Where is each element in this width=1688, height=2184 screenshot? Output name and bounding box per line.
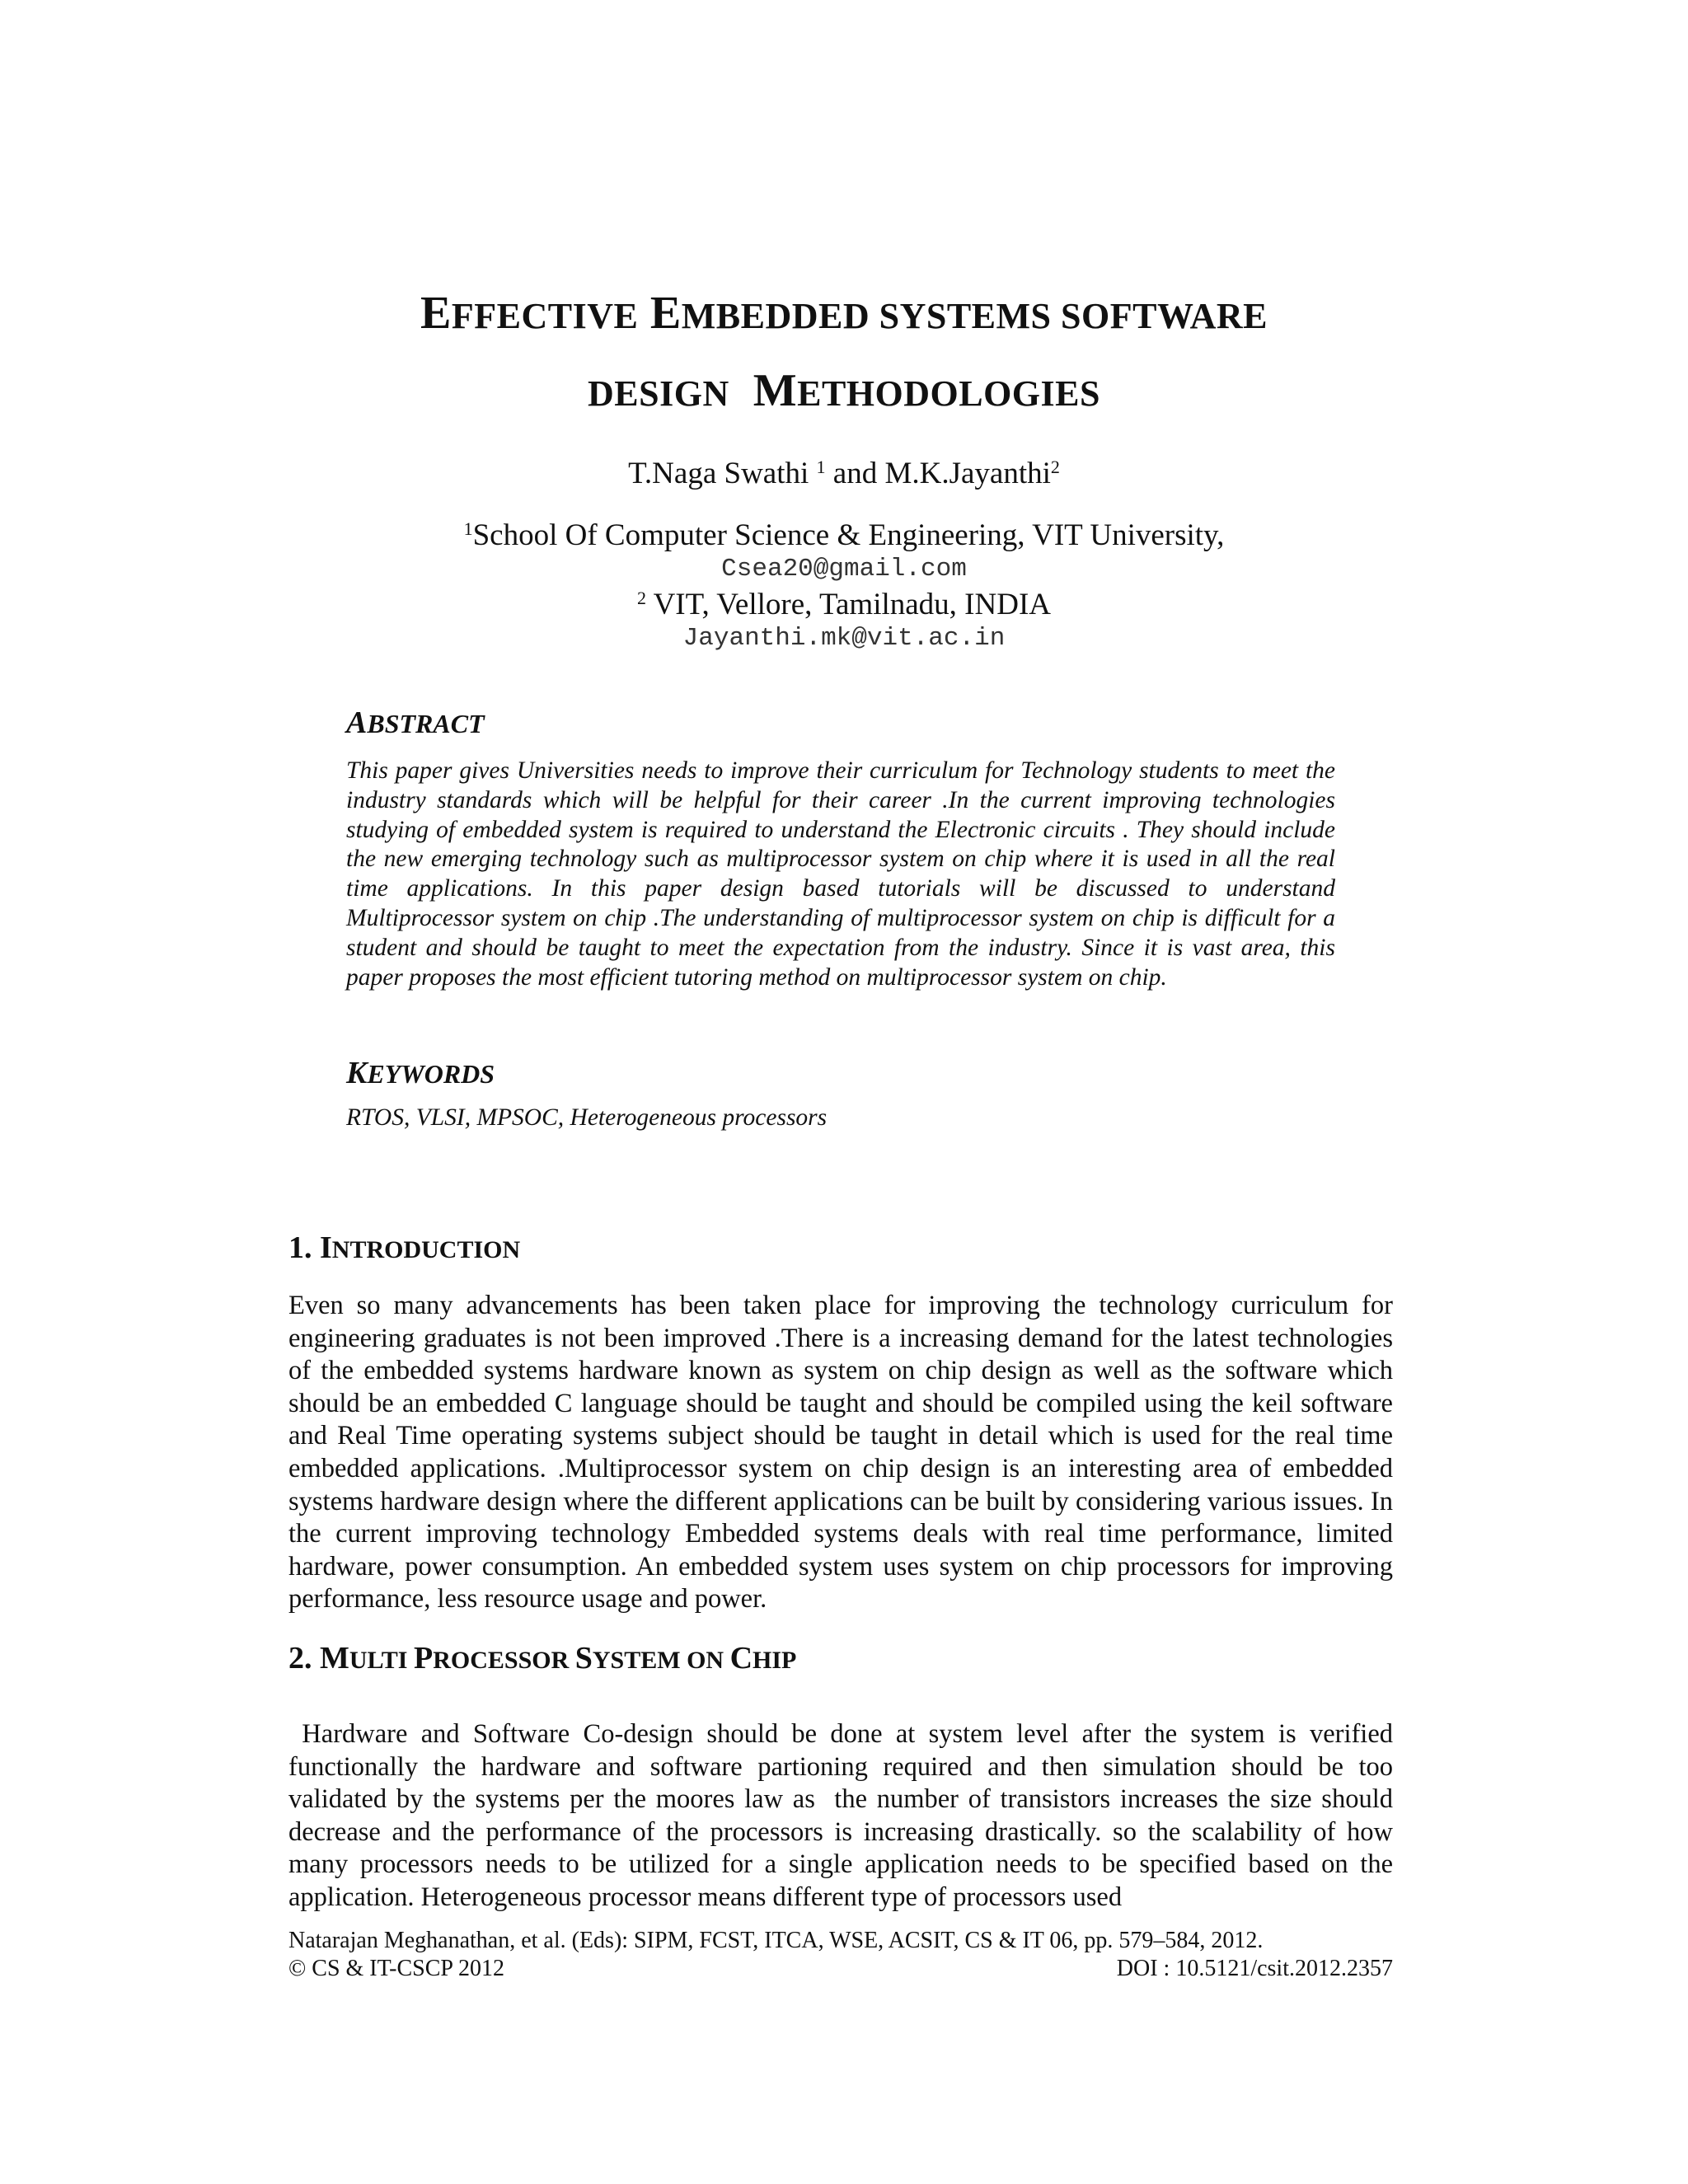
paper-title-line1 — [0, 276, 1688, 354]
title-initial: E — [649, 288, 682, 339]
abstract-heading — [346, 705, 485, 742]
affiliation-superscript: 2 — [636, 588, 646, 608]
heading-smallcaps: BSTRACT — [367, 709, 485, 738]
email-link[interactable]: Csea20@gmail.com — [721, 555, 967, 583]
title-initial: M — [753, 365, 798, 416]
title-smallcaps: DESIGN — [588, 373, 729, 414]
title-initial: E — [420, 288, 452, 339]
author-superscript: 1 — [816, 457, 826, 477]
affiliation-1 — [0, 518, 1688, 554]
heading-initial: C — [729, 1641, 753, 1675]
author-line — [0, 449, 1688, 499]
heading-initial: K — [346, 1056, 368, 1090]
heading-initial: A — [346, 705, 368, 740]
author-name: M.K.Jayanthi — [884, 457, 1051, 490]
section-heading-introduction — [288, 1228, 520, 1270]
affiliation-2 — [0, 587, 1688, 623]
title-smallcaps: ETHODOLOGIES — [797, 373, 1100, 414]
footer-copyright: © CS & IT-CSCP 2012 — [288, 1956, 504, 1981]
author-name: T.Naga Swathi — [628, 457, 809, 490]
author-superscript: 2 — [1050, 457, 1060, 477]
heading-initial: S — [574, 1641, 593, 1675]
email-link[interactable]: Jayanthi.mk@vit.ac.in — [682, 624, 1006, 653]
footer-doi: DOI : 10.5121/csit.2012.2357 — [1116, 1956, 1393, 1981]
footer-citation: Natarajan Meghanathan, et al. (Eds): SIPM, FCST, ITCA, WSE, ACSIT, CS & IT 06, pp. 579–584, 2012. — [288, 1928, 1264, 1953]
author-conjunction: and — [832, 457, 878, 490]
affiliation-text: School Of Computer Science & Engineering, VIT University, — [472, 518, 1225, 552]
page-footer — [288, 1927, 1393, 1983]
heading-smallcaps: ROCESSOR — [433, 1647, 575, 1674]
title-smallcaps: MBEDDED SYSTEMS SOFTWARE — [681, 296, 1268, 336]
paper-title-line2 — [0, 354, 1688, 431]
affiliation-text: VIT, Vellore, Tamilnadu, INDIA — [653, 588, 1051, 621]
keywords-heading — [346, 1055, 495, 1092]
heading-initial: P — [413, 1641, 434, 1675]
paper-title — [0, 276, 1688, 431]
heading-smallcaps: YSTEM ON — [592, 1647, 730, 1674]
keywords-text: RTOS, VLSI, MPSOC, Heterogeneous processors — [346, 1104, 828, 1131]
heading-initial: 1. I — [288, 1230, 332, 1265]
title-smallcaps: FFECTIVE — [451, 296, 639, 336]
heading-initial: 2. M — [288, 1641, 349, 1675]
section-heading-mpsoc — [288, 1638, 796, 1680]
section-body-introduction: Even so many advancements has been taken place for improving the technology curriculum for engineering graduates is not been improved .There is a increasing demand for the latest technologies of the embedded systems hardware known as system on chip design as well as the software which should be an embedded C language should be taught and should be compiled using the keil software and Real Time operating systems subject should be taught in detail which is used for the real time embedded applications. .Multiprocessor system on chip design is an interesting area of embedded systems hardware design where the different applications can be built by considering various issues. In the current improving technology Embedded systems deals with real time performance, limited hardware, power consumption. An embedded system uses system on chip processors for improving performance, less resource usage and power. — [288, 1291, 1393, 1615]
heading-smallcaps: ULTI — [349, 1647, 414, 1674]
affiliations — [0, 518, 1688, 656]
footer-row — [288, 1955, 1393, 1983]
heading-smallcaps: HIP — [753, 1647, 797, 1674]
abstract-text: This paper gives Universities needs to improve their curriculum for Technology students to meet the industry standards which will be helpful for their career .In the current improving technologies studying of embedded system is required to understand the Electronic circuits . They should include the new emerging technology such as multiprocessor system on chip where it is used in all the real time applications. In this paper design based tutorials will be discussed to understand Multiprocessor system on chip .The understanding of multiprocessor system on chip is difficult for a student and should be taught to meet the expectation from the industry. Since it is vast area, this paper proposes the most efficient tutoring method on multiprocessor system on chip. — [346, 757, 1335, 991]
heading-smallcaps: EYWORDS — [367, 1059, 495, 1089]
heading-smallcaps: NTRODUCTION — [331, 1236, 521, 1263]
affiliation-superscript: 1 — [463, 518, 473, 539]
section-body-mpsoc: Hardware and Software Co-design should be done at system level after the system is verified functionally the hardware and software partioning required and then simulation should be too validated by the systems per the moores law as the number of transistors increases the size should decrease and the performance of the processors is increasing drastically. so the scalability of how many processors needs to be utilized for a single application needs to be specified based on the application. Heterogeneous processor means different type of processors used — [288, 1719, 1400, 1912]
